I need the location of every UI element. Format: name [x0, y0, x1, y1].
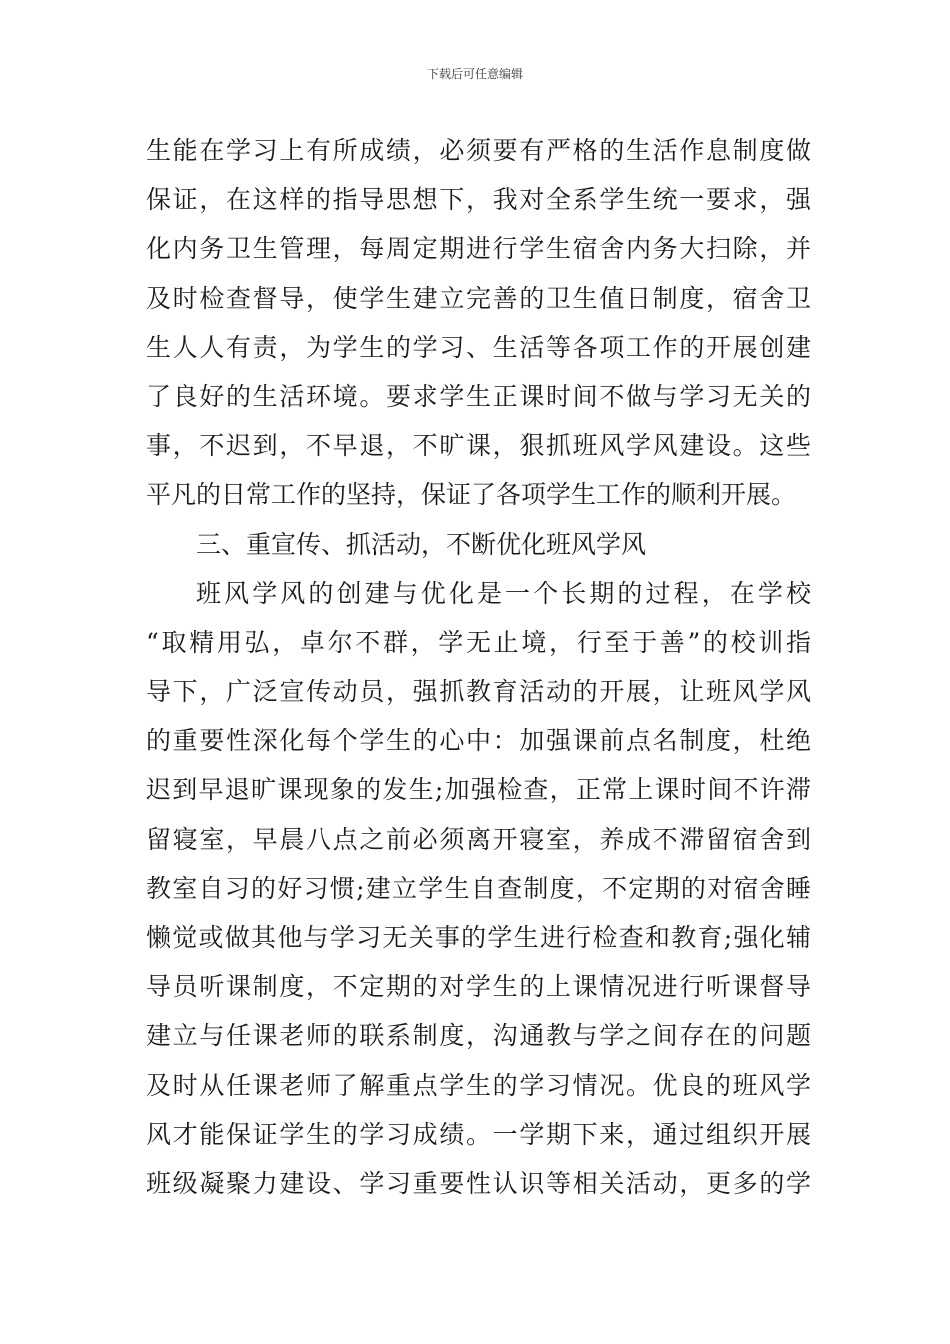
text-line: 生能在学习上有所成绩，必须要有严格的生活作息制度做 — [146, 136, 811, 165]
text-line: 及时检查督导，使学生建立完善的卫生值日制度，宿舍卫 — [146, 283, 811, 313]
text-line: 迟到早退旷课现象的发生;加强检查，正常上课时间不许滞 — [146, 775, 811, 805]
text-line: 化内务卫生管理，每周定期进行学生宿舍内务大扫除，并 — [146, 234, 811, 264]
text-line: 的重要性深化每个学生的心中：加强课前点名制度，杜绝 — [146, 726, 811, 756]
page-header: 下载后可任意编辑 — [426, 67, 523, 81]
document-body — [146, 126, 811, 1208]
text-line: 风才能保证学生的学习成绩。一学期下来，通过组织开展 — [146, 1119, 811, 1149]
text-line: 班级凝聚力建设、学习重要性认识等相关活动，更多的学 — [146, 1168, 811, 1198]
text-line: 懒觉或做其他与学习无关事的学生进行检查和教育;强化辅 — [146, 923, 811, 952]
text-line: 事，不迟到，不早退，不旷课，狠抓班风学风建设。这些 — [146, 431, 811, 461]
text-line: 留寝室，早晨八点之前必须离开寝室，养成不滞留宿舍到 — [146, 824, 811, 854]
text-line: 生人人有责，为学生的学习、生活等各项工作的开展创建 — [146, 332, 811, 362]
text-line: “取精用弘，卓尔不群，学无止境，行至于善”的校训指 — [146, 627, 811, 657]
text-line: 建立与任课老师的联系制度，沟通教与学之间存在的问题 — [146, 1021, 811, 1051]
text-line: 教室自习的好习惯;建立学生自查制度，不定期的对宿舍睡 — [146, 873, 811, 903]
text-line: 班风学风的创建与优化是一个长期的过程，在学校 — [196, 578, 811, 608]
text-line: 导员听课制度，不定期的对学生的上课情况进行听课督导 — [146, 972, 811, 1002]
section-heading: 三、重宣传、抓活动，不断优化班风学风 — [196, 529, 647, 559]
text-line: 及时从任课老师了解重点学生的学习情况。优良的班风学 — [146, 1070, 811, 1100]
text-line: 了良好的生活环境。要求学生正课时间不做与学习无关的 — [146, 381, 811, 411]
text-line: 保证，在这样的指导思想下，我对全系学生统一要求，强 — [146, 185, 811, 215]
text-line: 平凡的日常工作的坚持，保证了各项学生工作的顺利开展。 — [146, 480, 797, 510]
text-line: 导下，广泛宣传动员，强抓教育活动的开展，让班风学风 — [146, 677, 811, 707]
